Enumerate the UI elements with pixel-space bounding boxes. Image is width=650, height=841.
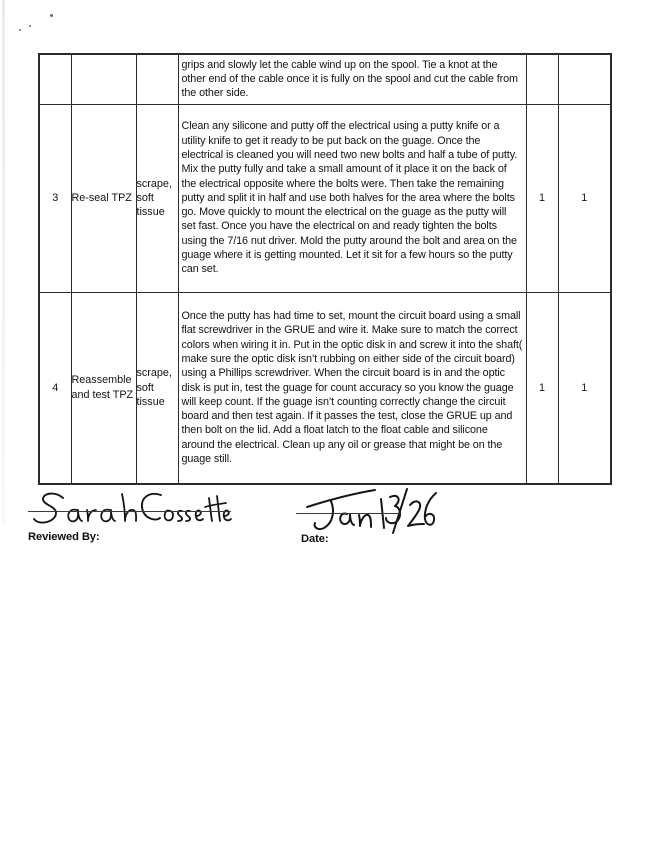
scan-edge-streak <box>2 0 5 525</box>
date-underline <box>296 513 401 514</box>
description-text: Once the putty has had time to set, mount the circuit board using a small flat screwdriver in the GRUE and wire it. Make sure to match the correct colors when wiring it in. Put in the optic disk in and screw it into the shaft( make sure the optic disk isn’t rubbing on either side of the circuit board) using a Phillips screwdriver. When the circuit board is in and the optic disk is put in, test the guage for count accuracy so you know the guage will keep count. If the guage isn’t counting correctly change the circuit board and then test again. If it passes the test, close the GRUE up and then bolt on the lid. Add a float latch to the float cable and silicone around the electrical. Clean up any oil or grease that might be on the guage still. <box>181 310 523 466</box>
description-cell <box>178 104 526 292</box>
description-cell <box>178 292 526 484</box>
step-cell: 4 <box>39 292 71 484</box>
materials-cell <box>136 54 178 104</box>
description-text: Clean any silicone and putty off the electrical using a putty knife or a utility knife to get it ready to be put back on the guage. Once the electrical is cleaned you will need two new bolts and half a tube of putty. Mix the putty fully and take a small amount of it place it on the back of the electrical opposite where the bolts were. Then take the remaining putty and split it in half and use both halves for the area where the bolts go. Move quickly to mount the electrical on the guage as the putty will set fast. Once you have the electrical on and ready tighten the bolts using the 7/16 nut driver. Mold the putty around the bolt and area on the guage where it is getting mounted. Let it sit for a few hours so the putty can set. <box>181 120 518 276</box>
date-label: Date: <box>301 533 329 545</box>
step-cell <box>39 54 71 104</box>
task-cell <box>71 54 136 104</box>
materials-cell: scrape, soft tissue <box>136 104 178 292</box>
qty-cell: 1 <box>526 292 558 484</box>
qty-cell <box>526 54 558 104</box>
description-text: grips and slowly let the cable wind up on the spool. Tie a knot at the other end of the cable once it is fully on the spool and cut the cable from the other side. <box>181 58 518 100</box>
materials-cell: scrape, soft tissue <box>136 292 178 484</box>
reviewed-by-underline <box>28 511 231 512</box>
table-row <box>39 104 611 292</box>
qty-cell: 1 <box>558 292 611 484</box>
procedure-table <box>38 53 612 485</box>
qty-cell <box>558 54 611 104</box>
table-row <box>39 54 611 104</box>
scan-speck <box>29 25 31 27</box>
table-row <box>39 292 611 484</box>
scan-speck <box>19 29 21 31</box>
qty-cell: 1 <box>558 104 611 292</box>
reviewed-by-label: Reviewed By: <box>28 531 100 543</box>
step-cell: 3 <box>39 104 71 292</box>
task-cell: Reassemble and test TPZ <box>71 292 136 484</box>
task-cell: Re-seal TPZ <box>71 104 136 292</box>
scan-speck <box>50 14 53 17</box>
qty-cell: 1 <box>526 104 558 292</box>
description-cell <box>178 54 526 104</box>
date-signature <box>297 483 437 535</box>
